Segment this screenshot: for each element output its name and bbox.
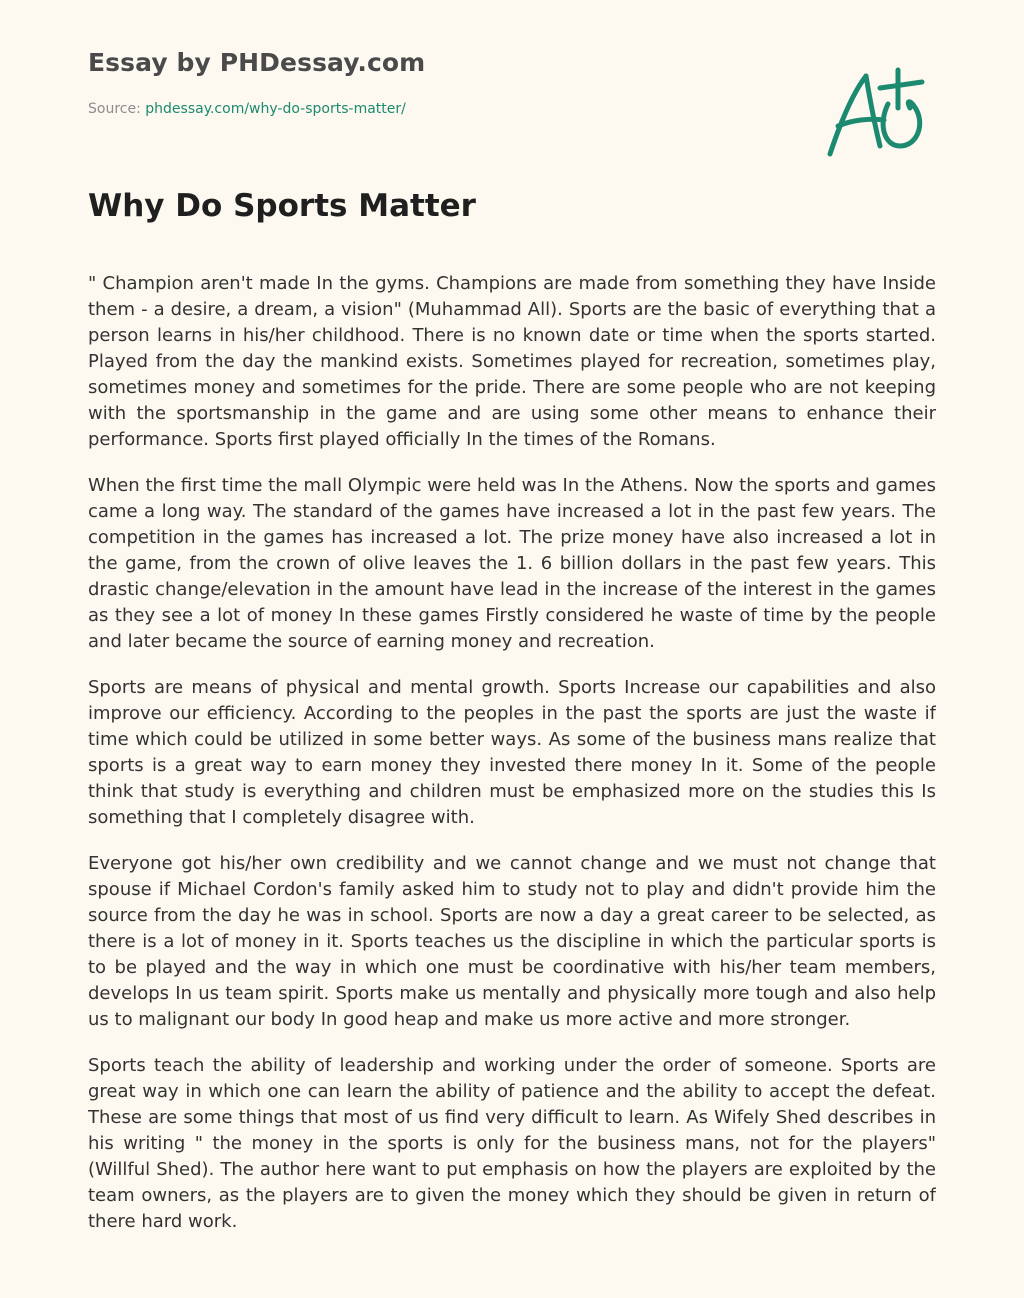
essay-paragraph: Sports teach the ability of leadership and working under the order of someone. Sports are great way in which one can learn the ability of patience and the ability to accept the defeat. These are some things that most of us find very difficult to learn. As Wifely Shed describes in his writing " the money in the sports is only for the business mans, not for the players" (Willful Shed). The author here want to put emphasis on how the players are exploited by the team owners, as the players are to given the money which they should be given in return of there hard work. [88,1055,936,1232]
essay-paragraph: When the first time the mall Olympic were held was In the Athens. Now the sports and games came a long way. The standard of the games have increased a lot in the past few years. The competition in the games has increased a lot. The prize money have also increased a lot in the game, from the crown of olive leaves the 1. 6 billion dollars in the past few years. This drastic change/elevation in the amount have lead in the increase of the interest in the games as they see a lot of money In these games Firstly considered he waste of time by the people and later became the source of earning money and recreation. [88,475,936,652]
source-line [88,101,406,117]
circle-swoosh [883,102,920,146]
source-label: Source: [88,101,146,117]
essay-paragraph: Sports are means of physical and mental growth. Sports Increase our capabilities and also improve our efficiency. According to the peoples in the past the sports are just the waste if time which could be utilized in some better ways. As some of the business mans realize that sports is a great way to earn money they invested there money In it. Some of the people think that study is everything and children must be emphasized more on the studies this Is something that I completely disagree with. [88,677,936,828]
site-brand: Essay by PHDessay.com [88,48,426,77]
a-left-stroke [830,76,866,154]
a-plus-icon [822,62,932,162]
essay-body [88,271,936,1248]
a-right-stroke [866,76,880,146]
essay-paragraph: " Champion aren't made In the gyms. Champions are made from something they have Inside them - a desire, a dream, a vision" (Muhammad All). Sports are the basic of everything that a person learns in his/her childhood. There is no known date or time when the sports started. Played from the day the mankind exists. Sometimes played for recreation, sometimes play, sometimes money and sometimes for the pride. There are some people who are not keeping with the sportsmanship in the game and are using some other means to enhance their performance. Sports first played officially In the times of the Romans. [88,273,936,450]
source-link[interactable]: phdessay.com/why-do-sports-matter/ [145,101,406,117]
plus-horizontal [880,82,922,88]
a-plus-icon-graphic [822,62,932,162]
essay-paragraph: Everyone got his/her own credibility and we cannot change and we must not change that spouse if Michael Cordon's family asked him to study not to play and didn't provide him the source from the day he was in school. Sports are now a day a great career to be selected, as there is a lot of money in it. Sports teaches us the discipline in which the particular sports is to be played and the way in which one must be coordinative with his/her team members, develops In us team spirit. Sports make us mentally and physically more tough and also help us to malignant our body In good heap and make us more active and more stronger. [88,853,936,1030]
page-title: Why Do Sports Matter [88,188,476,224]
